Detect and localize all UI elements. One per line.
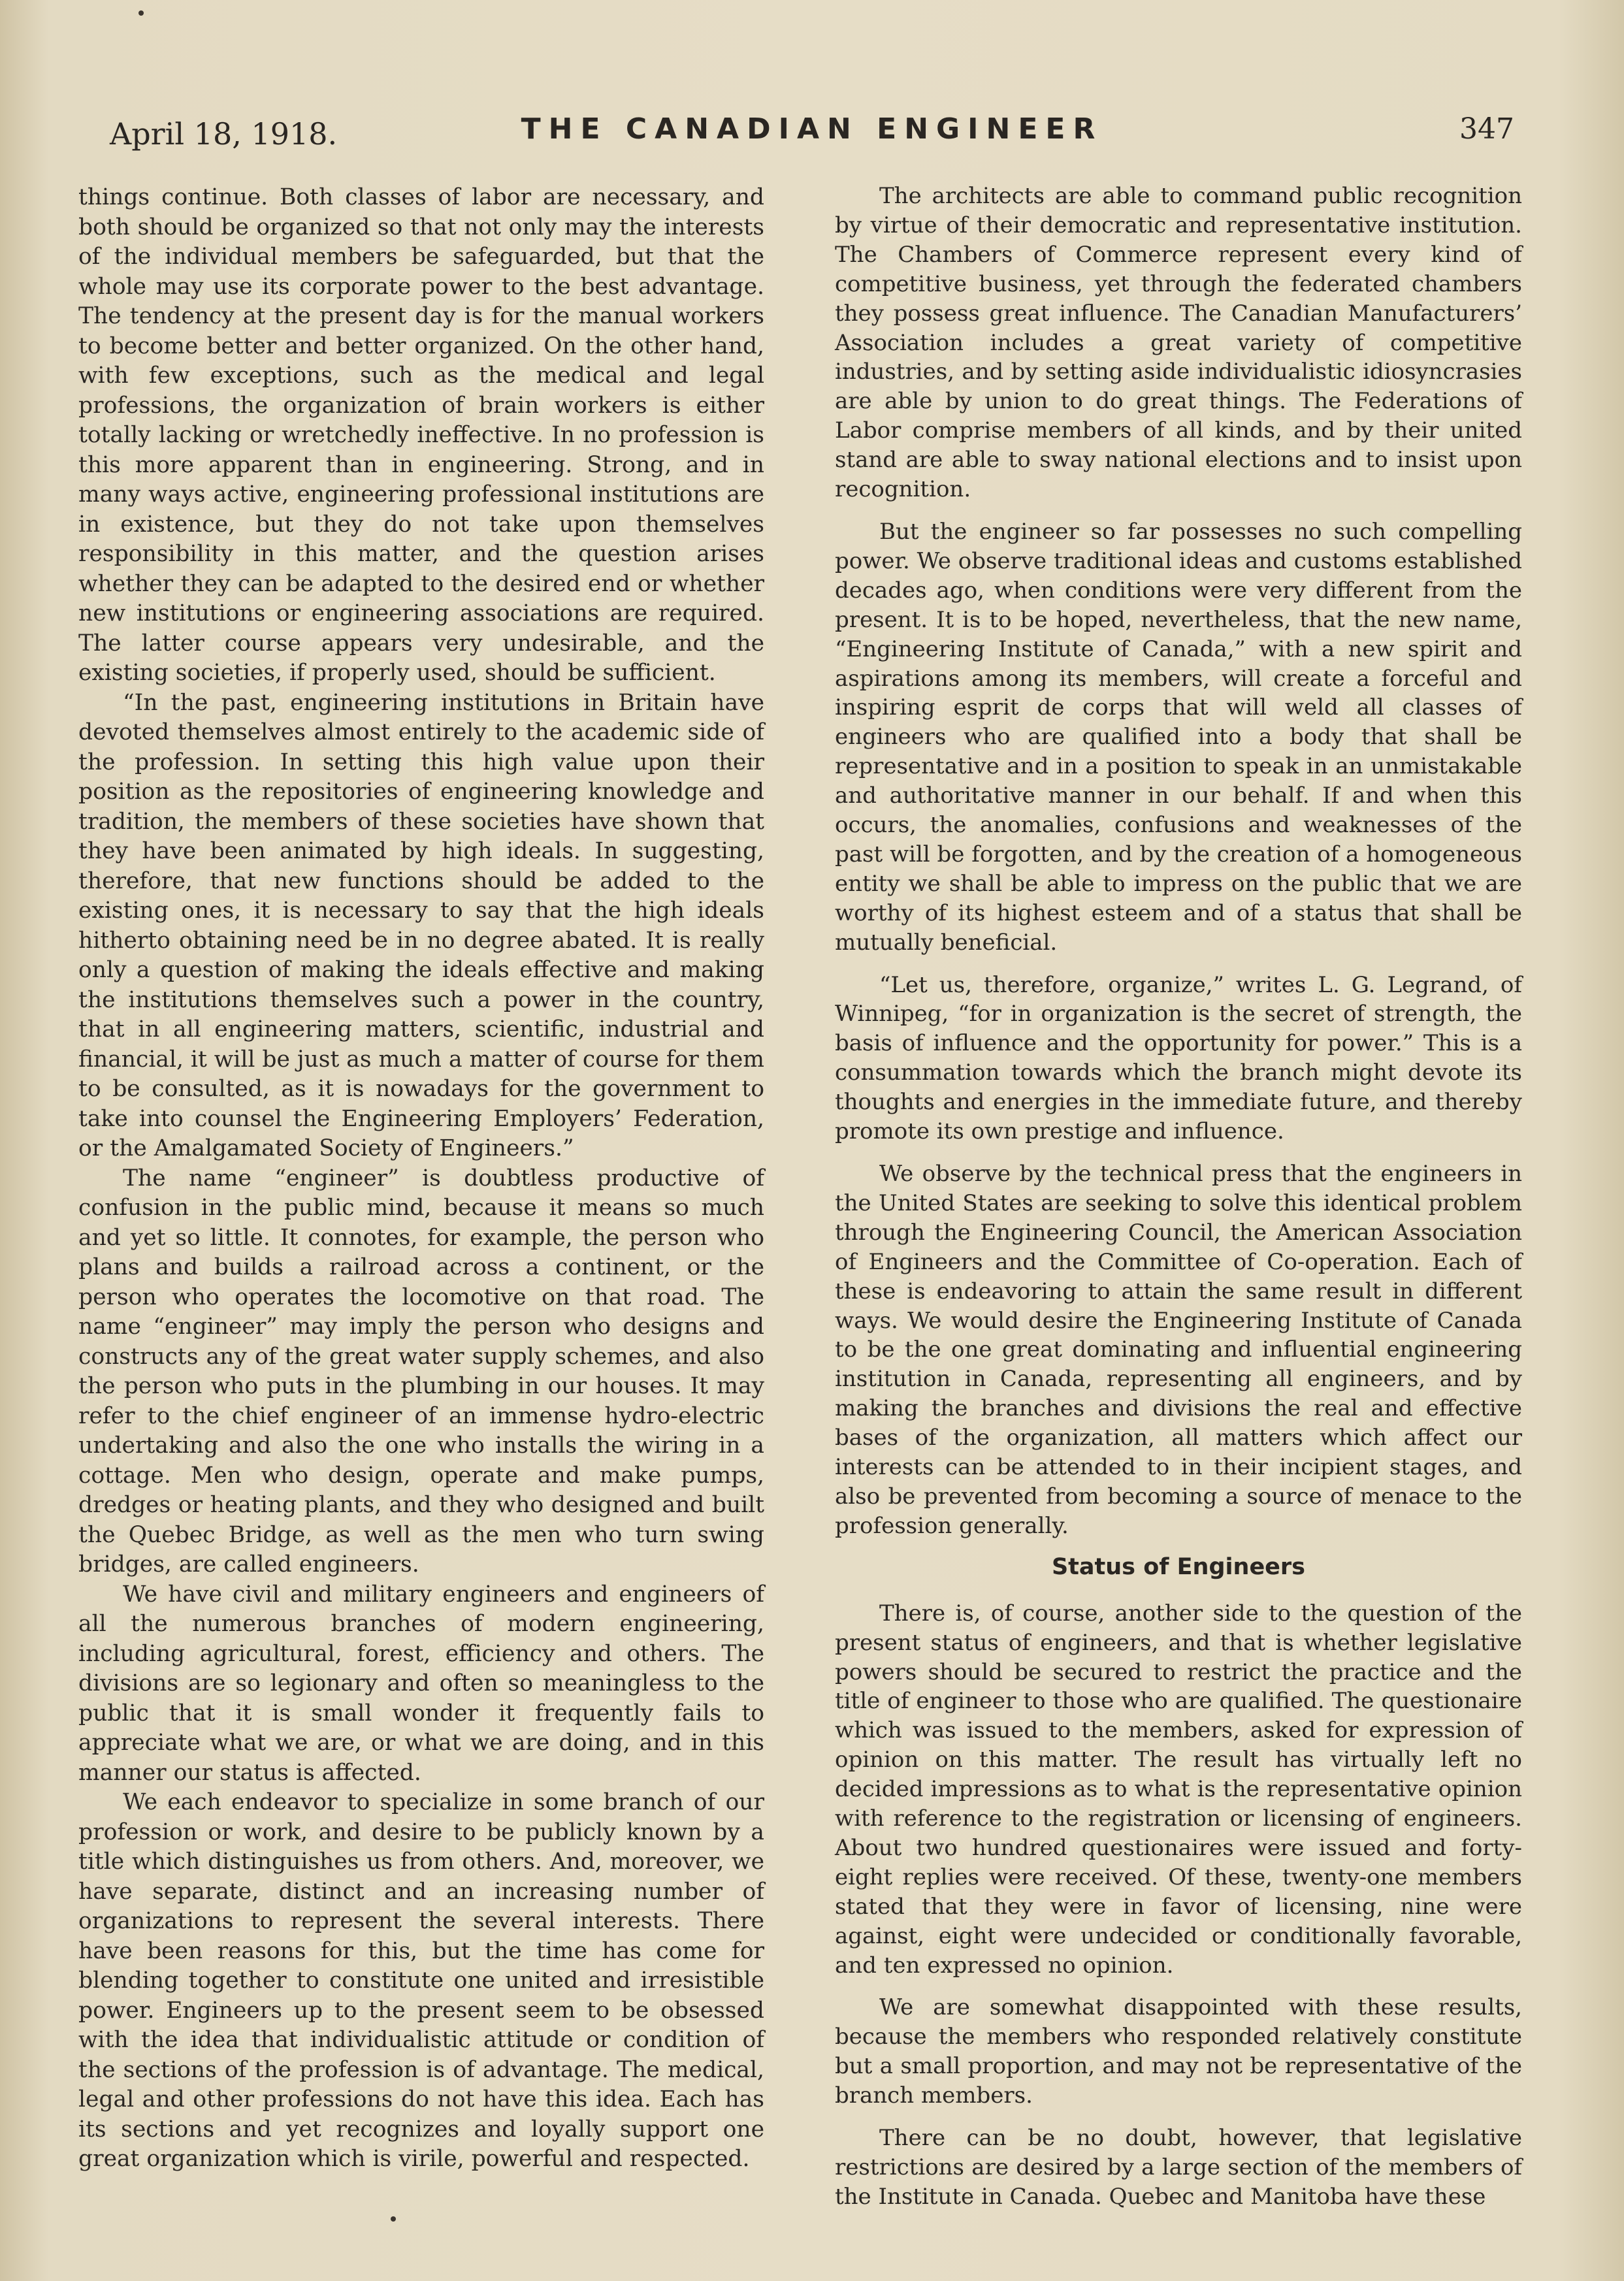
left-column: [78, 183, 764, 2175]
publication-title: THE CANADIAN ENGINEER: [521, 112, 1103, 146]
right-column: [835, 182, 1522, 2212]
paragraph: The name “engineer” is doubtless productive of confusion in the public mind, because it means so much and yet so little. It connotes, for example, the person who plans and builds a railroad across a continent, or the person who operates the locomotive on that road. The name “engineer” may imply the person who designs and constructs any of the great water supply schemes, and also the person who puts in the plumbing in our houses. It may refer to the chief engineer of an immense hydro-electric undertaking and also the one who installs the wiring in a cottage. Men who design, operate and make pumps, dredges or heating plants, and they who designed and built the Quebec Bridge, as well as the men who turn swing bridges, are called engineers.: [78, 1165, 764, 1577]
paragraph: The architects are able to command public recognition by virtue of their democratic and representative institution. The Chambers of Commerce represent every kind of competitive business, yet through the federated chambers they possess great influence. The Canadian Manufacturers’ Association includes a great variety of competitive industries, and by setting aside individualistic idiosyncrasies are able by union to do great things. The Federations of Labor comprise members of all kinds, and by their united stand are able to sway national elections and to insist upon recognition.: [835, 183, 1522, 503]
page-number: 347: [1459, 112, 1514, 146]
issue-date: April 18, 1918.: [110, 116, 338, 152]
paragraph: We are somewhat disappointed with these results, because the members who responded relatively constitute but a small proportion, and may not be representative of the branch members.: [835, 1994, 1522, 2109]
page-header: [105, 98, 1519, 157]
paragraph: There is, of course, another side to the question of the present status of engineers, and that is whether legislative powers should be secured to restrict the practice and the title of engineer to those who are qualified. The questionaire which was issued to the members, asked for expression of opinion on this matter. The result has virtually left no decided impressions as to what is the representative opinion with reference to the registration or licensing of engineers. About two hundred questionaires were issued and forty-eight replies were received. Of these, twenty-one members stated that they were in favor of licensing, nine were against, eight were undecided or conditionally favorable, and ten expressed no opinion.: [835, 1600, 1522, 1979]
paragraph: “In the past, engineering institutions in Britain have devoted themselves almost entirely to the academic side of the profession. In setting this high value upon their position as the repositories of engineering knowledge and tradition, the members of these societies have shown that they have been animated by high ideals. In suggesting, therefore, that new functions should be added to the existing ones, it is necessary to say that the high ideals hitherto obtaining need be in no degree abated. It is really only a question of making the ideals effective and making the institutions themselves such a power in the country, that in all engineering matters, scientific, industrial and financial, it will be just as much a matter of course for them to be consulted, as it is nowadays for the government to take into counsel the Engineering Employers’ Federation, or the Amalgamated Society of Engineers.”: [78, 689, 765, 1161]
paragraph: “Let us, therefore, organize,” writes L. G. Legrand, of Winnipeg, “for in organization is the secret of strength, the basis of influence and the opportunity for power.” This is a consummation towards which the branch might devote its thoughts and energies in the immediate future, and thereby promote its own prestige and influence.: [835, 971, 1522, 1145]
paragraph: We have civil and military engineers and engineers of all the numerous branches of modern engineering, including agricultural, forest, efficiency and others. The divisions are so legionary and often so meaningless to the public that it is small wonder it frequently fails to appreciate what we are, or what we are doing, and in this manner our status is affected.: [78, 1581, 764, 1786]
paragraph: But the engineer so far possesses no such compelling power. We observe traditional ideas and customs established decades ago, when conditions were very different from the present. It is to be hoped, nevertheless, that the new name, “Engineering Institute of Canada,” with a new spirit and aspirations among its members, will create a forceful and inspiring esprit de corps that will weld all classes of engineers who are qualified into a body that shall be representative and in a position to speak in an unmistakable and authoritative manner in our behalf. If and when this occurs, the anomalies, confusions and weaknesses of the past will be forgotten, and by the creation of a homogeneous entity we shall be able to impress on the public that we are worthy of its highest esteem and of a status that shall be mutually beneficial.: [835, 518, 1522, 956]
ink-speck: [391, 2216, 396, 2222]
ink-speck: [138, 10, 144, 16]
paragraph: There can be no doubt, however, that legislative restrictions are desired by a large section of the members of the Institute in Canada. Quebec and Manitoba have these: [835, 2125, 1522, 2210]
paragraph: things continue. Both classes of labor are necessary, and both should be organized so that not only may the interests of the individual members be safeguarded, but that the whole may use its corporate power to the best advantage. The tendency at the present day is for the manual workers to become better and better organized. On the other hand, with few exceptions, such as the medical and legal professions, the organization of brain workers is either totally lacking or wretchedly ineffective. In no profession is this more apparent than in engineering. Strong, and in many ways active, engineering professional institutions are in existence, but they do not take upon themselves responsibility in this matter, and the question arises whether they can be adapted to the desired end or whether new institutions or engineering associations are required. The latter course appears very undesirable, and the existing societies, if properly used, should be sufficient.: [78, 184, 764, 686]
section-heading: Status of Engineers: [1051, 1553, 1306, 1580]
paragraph: We each endeavor to specialize in some branch of our profession or work, and desire to be publicly known by a title which distinguishes us from others. And, moreover, we have separate, distinct and an increasing number of organizations to represent the several interests. There have been reasons for this, but the time has come for blending together to constitute one united and irresistible power. Engineers up to the present seem to be obsessed with the idea that individualistic attitude or condition of the sections of the profession is of advantage. The medical, legal and other professions do not have this idea. Each has its sections and yet recognizes and loyally support one great organization which is virile, powerful and respected.: [78, 1789, 764, 2172]
paragraph: We observe by the technical press that the engineers in the United States are seeking to solve this identical problem through the Engineering Council, the American Association of Engineers and the Committee of Co-operation. Each of these is endeavoring to attain the same result in different ways. We would desire the Engineering Institute of Canada to be the one great dominating and influential engineering institution in Canada, representing all engineers, and by making the branches and divisions the real and effective bases of the organization, all matters which affect our interests can be attended to in their incipient stages, and also be prevented from becoming a source of menace to the profession generally.: [835, 1161, 1522, 1539]
